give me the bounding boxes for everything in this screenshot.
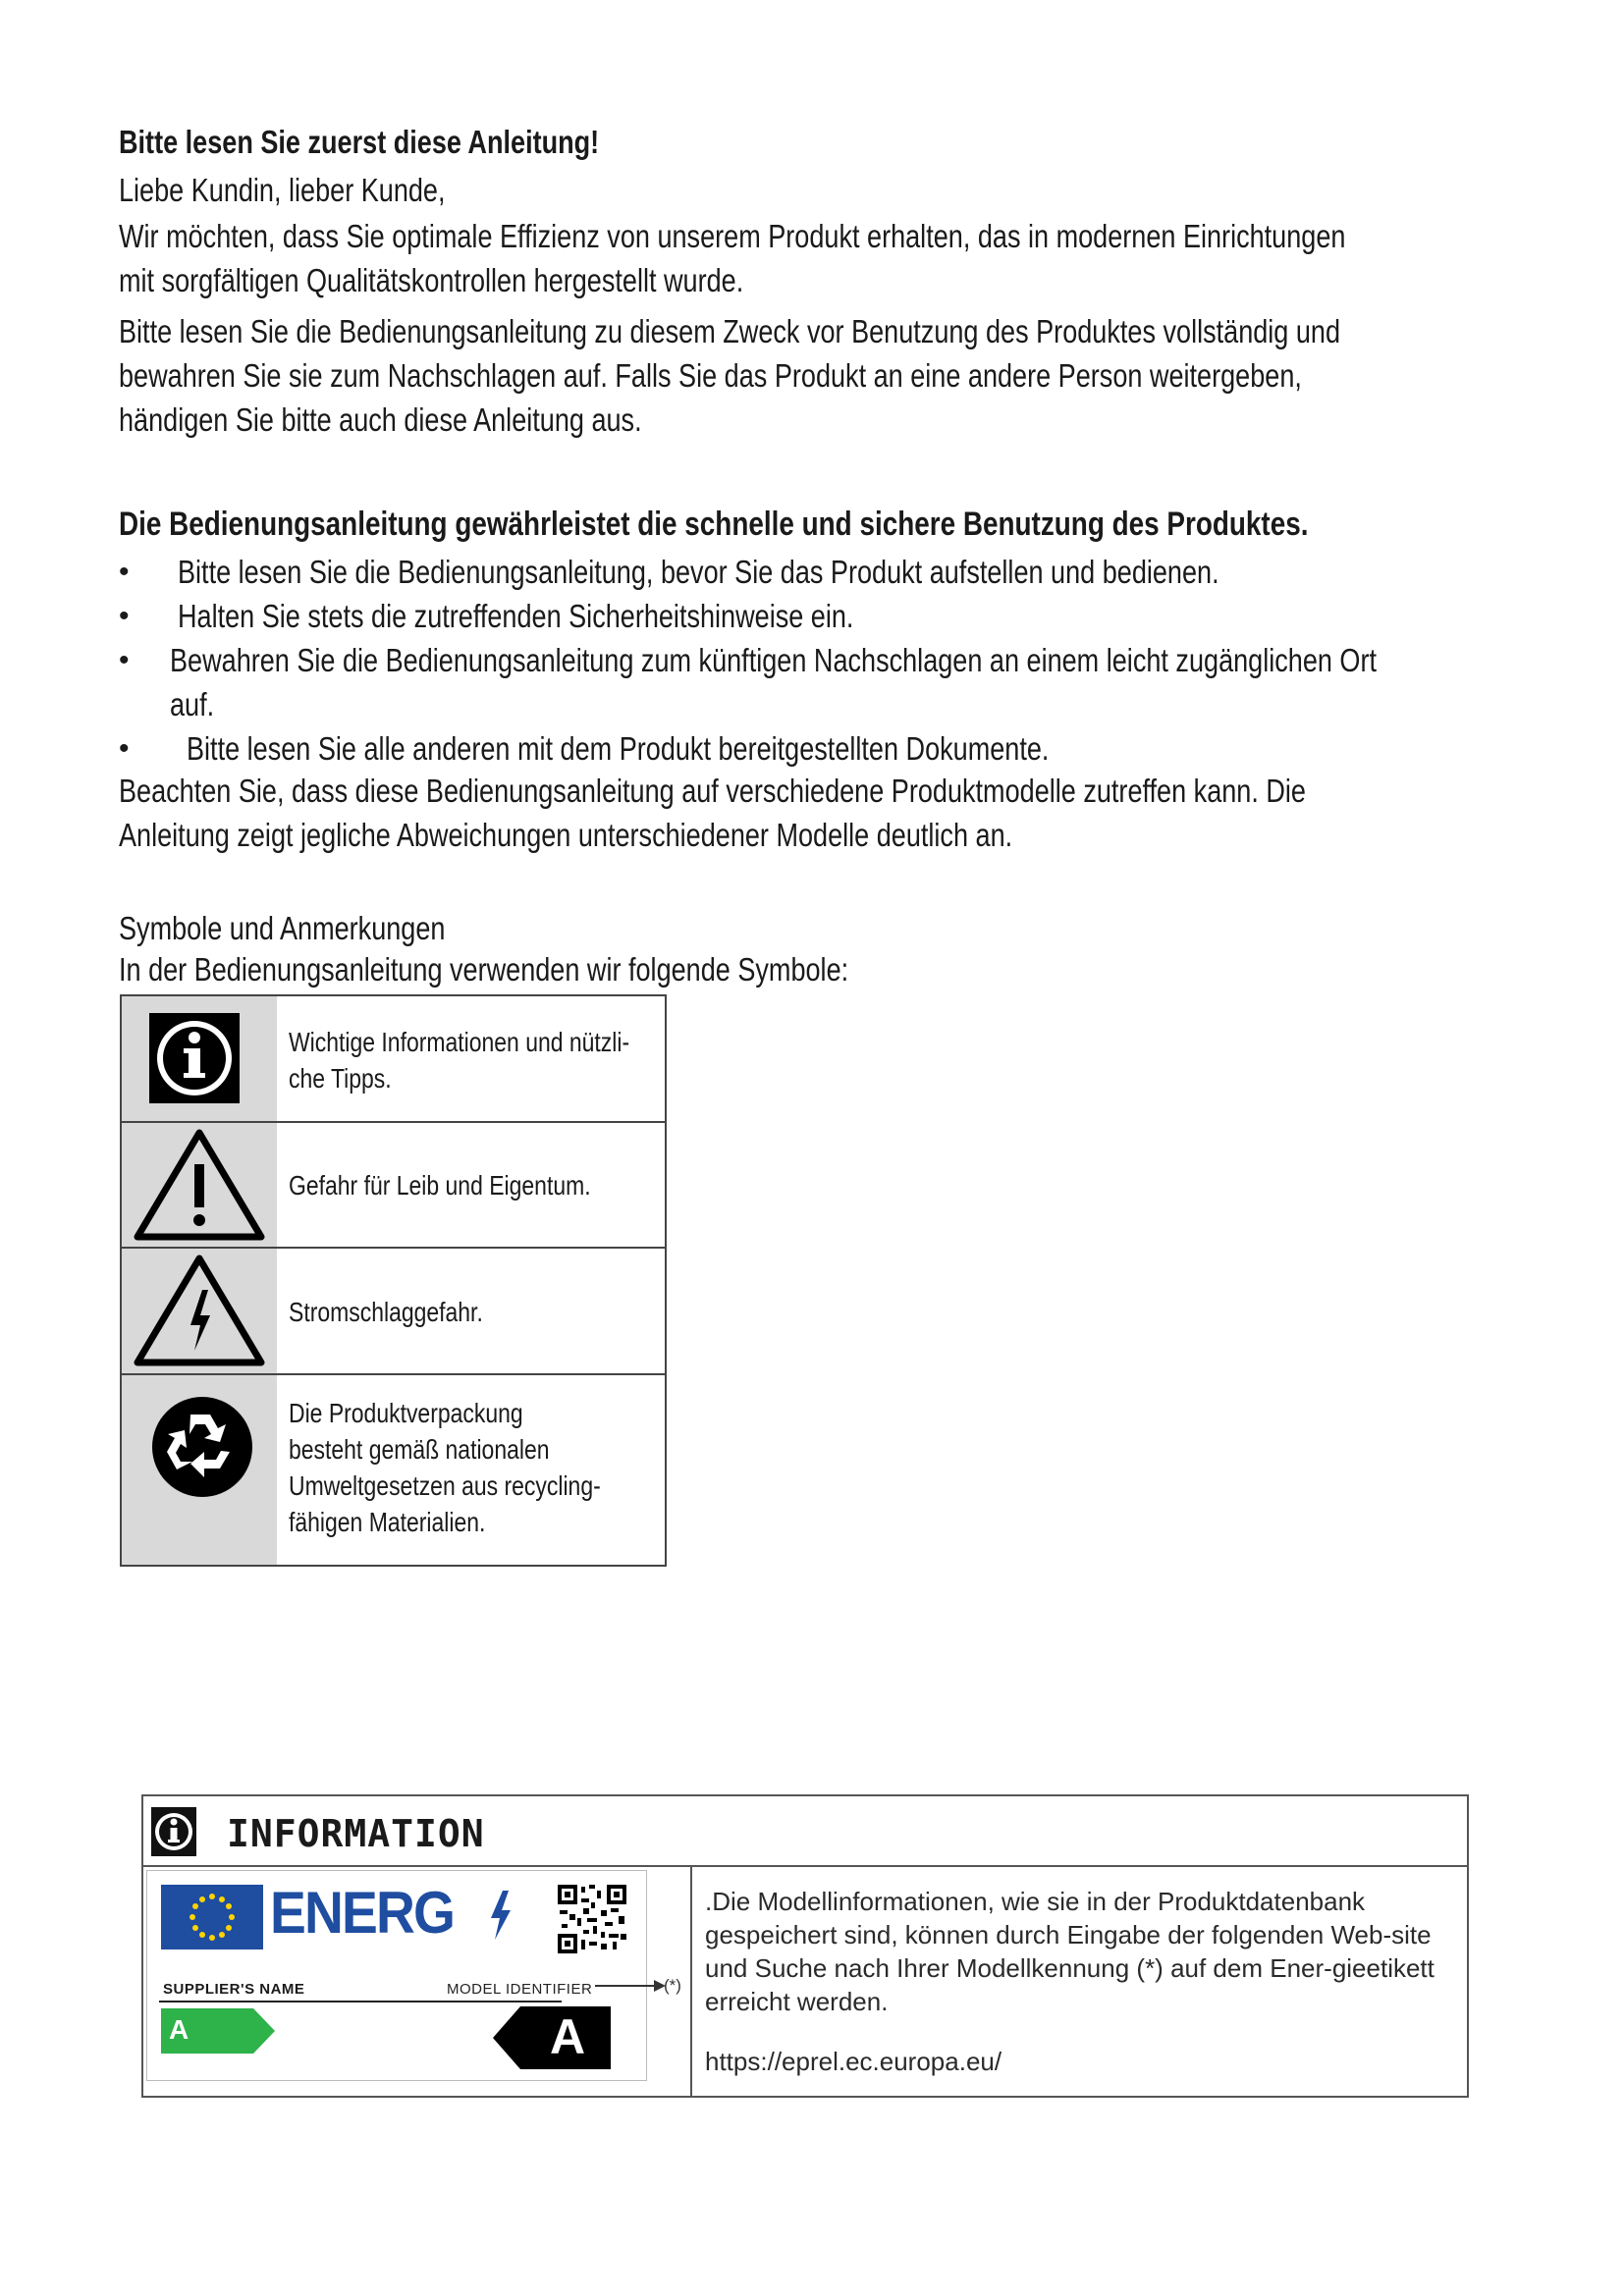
intro-para1-line1: Wir möchten, dass Sie optimale Effizienz von unserem Produkt erhalten, das in modernen Einrichtungen (119, 218, 1346, 254)
warning-icon (122, 1123, 277, 1247)
bullet-text: Bitte lesen Sie die Bedienungsanleitung, bevor Sie das Produkt aufstellen und bedienen. (178, 554, 1219, 590)
information-box (141, 1794, 1469, 2098)
asterisk-note: (*) (664, 1976, 681, 1995)
energy-brand: ENERG (270, 1880, 455, 1946)
note-line1: Beachten Sie, dass diese Bedienungsanleitung auf verschiedene Produktmodelle zutreffen kann. Die (119, 773, 1306, 809)
intro-para2-line3: händigen Sie bitte auch diese Anleitung aus. (119, 401, 642, 438)
bullet-dot: • (119, 556, 130, 588)
supplier-line (159, 2001, 562, 2002)
recycling-icon (122, 1375, 277, 1565)
bullet-text-cont: auf. (170, 686, 215, 722)
intro-para2-line1: Bitte lesen Sie die Bedienungsanleitung zu diesem Zweck vor Benutzung des Produktes vollständig und (119, 313, 1341, 349)
bullet-dot: • (119, 600, 130, 632)
energy-class-big: A (550, 2009, 586, 2064)
info-icon (149, 1805, 198, 1858)
eprel-link[interactable]: https://eprel.ec.europa.eu/ (705, 2047, 1002, 2076)
symbol-text-line: Die Produktverpackung (289, 1398, 523, 1428)
qr-code-icon (558, 1885, 626, 1953)
symbol-icon-cell (122, 1123, 277, 1247)
symbol-text-line: Stromschlaggefahr. (289, 1297, 483, 1327)
symbol-row (122, 1123, 665, 1249)
symbol-icon-cell (122, 996, 277, 1121)
symbol-row (122, 1375, 665, 1565)
model-identifier: MODEL IDENTIFIER (447, 1981, 593, 1998)
pointer-arrow-line (595, 1985, 660, 1987)
bullet-dot: • (119, 644, 130, 676)
greeting: Liebe Kundin, lieber Kunde, (119, 172, 446, 208)
information-title: INFORMATION (227, 1812, 485, 1855)
intro-title: Bitte lesen Sie zuerst diese Anleitung! (119, 124, 600, 160)
eu-flag-icon (161, 1885, 263, 1949)
symbol-icon-cell (122, 1249, 277, 1373)
energy-class-small: A (169, 2014, 189, 2045)
bullet-text: Bewahren Sie die Bedienungsanleitung zum künftigen Nachschlagen an einem leicht zugänglichen Ort (170, 642, 1378, 678)
info-icon (122, 996, 277, 1121)
symbols-intro: In der Bedienungsanleitung verwenden wir folgende Symbole: (119, 951, 849, 988)
supplier-name: SUPPLIER'S NAME (163, 1981, 305, 1998)
symbol-text-line: Umweltgesetzen aus recycling- (289, 1470, 601, 1501)
symbol-text-line: besteht gemäß nationalen (289, 1434, 550, 1465)
electric-shock-icon (122, 1249, 277, 1373)
information-divider (690, 1867, 692, 2096)
symbols-heading: Symbole und Anmerkungen (119, 910, 446, 946)
intro-para2-line2: bewahren Sie sie zum Nachschlagen auf. Falls Sie das Produkt an eine andere Person weitergeben, (119, 357, 1302, 394)
note-line2: Anleitung zeigt jegliche Abweichungen unterschiedener Modelle deutlich an. (119, 817, 1013, 853)
information-header (143, 1796, 1467, 1867)
symbol-icon-cell (122, 1375, 277, 1565)
symbol-text-line: che Tipps. (289, 1063, 392, 1094)
symbol-row (122, 996, 665, 1123)
symbol-text-line: fähigen Materialien. (289, 1507, 486, 1537)
intro-para1-line2: mit sorgfältigen Qualitätskontrollen hergestellt wurde. (119, 262, 744, 298)
symbols-table (120, 994, 667, 1567)
energy-bolt-icon (489, 1891, 513, 1940)
energy-label (146, 1870, 647, 2081)
symbol-row (122, 1249, 665, 1375)
information-text: .Die Modellinformationen, wie sie in der Produktdatenbank gespeichert sind, können durch Eingabe der folgenden Web-site und Suche nach Ihrer Modellkennung (*) auf dem Ener-gieetikett erreicht werden. (705, 1887, 1435, 2016)
bullet-text: Bitte lesen Sie alle anderen mit dem Produkt bereitgestellten Dokumente. (187, 730, 1050, 767)
usage-heading: Die Bedienungsanleitung gewährleistet die schnelle und sichere Benutzung des Produktes. (119, 506, 1309, 543)
symbol-text-line: Wichtige Informationen und nützli- (289, 1027, 630, 1057)
bullet-dot: • (119, 732, 130, 765)
bullet-text: Halten Sie stets die zutreffenden Sicherheitshinweise ein. (178, 598, 854, 634)
symbol-text-line: Gefahr für Leib und Eigentum. (289, 1170, 591, 1201)
